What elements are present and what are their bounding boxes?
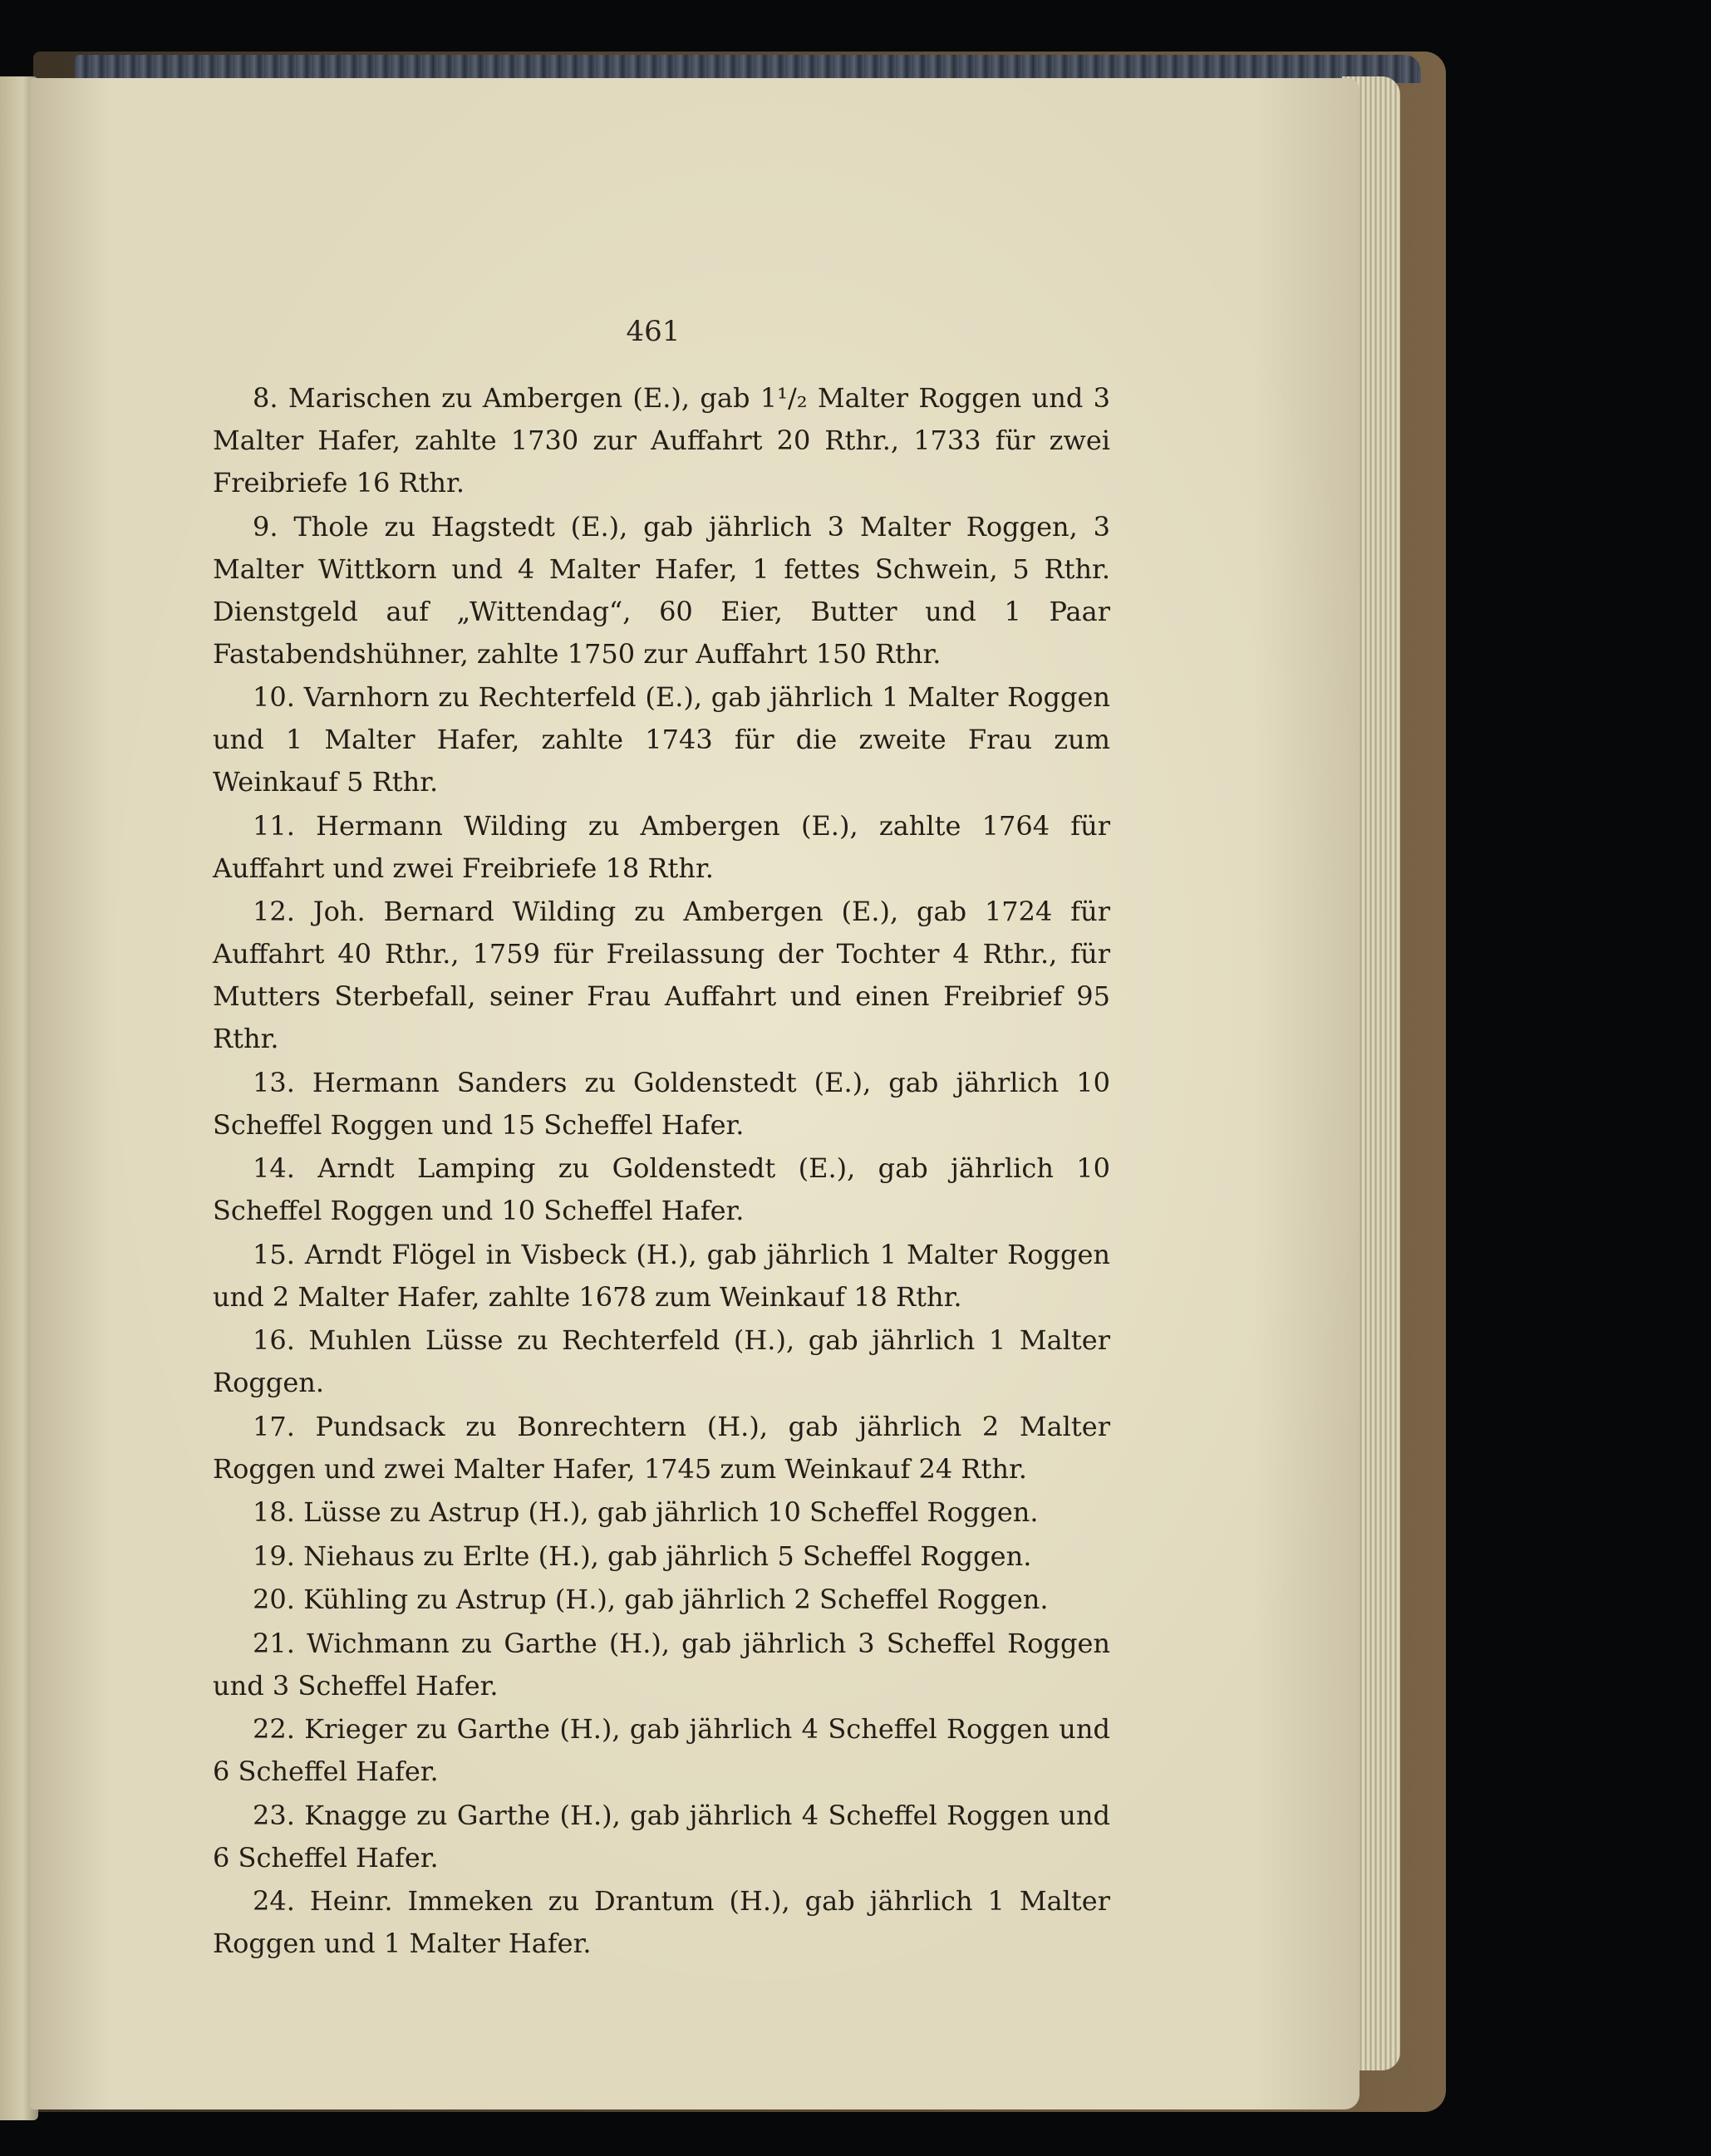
entry-13: 13. Hermann Sanders zu Goldenstedt (E.), gab jährlich 10 Scheffel Roggen und 15 Scheffel Hafer.	[213, 1066, 1110, 1141]
entry-21: 21. Wichmann zu Garthe (H.), gab jährlich 3 Scheffel Roggen und 3 Scheffel Hafer.	[213, 1627, 1110, 1702]
entry-18: 18. Lüsse zu Astrup (H.), gab jährlich 10 Scheffel Roggen.	[253, 1496, 1039, 1528]
entry-9: 9. Thole zu Hagstedt (E.), gab jährlich 3 Malter Roggen, 3 Malter Wittkorn und 4 Malter Hafer, 1 fettes Schwein, 5 Rthr. Dienstgeld auf „Wittendag“, 60 Eier, Butter und 1 Paar Fastabendshühner, zahlte 1750 zur Auffahrt 150 Rthr.	[213, 510, 1110, 670]
entry-20: 20. Kühling zu Astrup (H.), gab jährlich 2 Scheffel Roggen.	[253, 1584, 1049, 1615]
page-body-text	[213, 377, 1110, 1967]
entry-12: 12. Joh. Bernard Wilding zu Ambergen (E.), gab 1724 für Auffahrt 40 Rthr., 1759 für Freilassung der Tochter 4 Rthr., für Mutters Sterbefall, seiner Frau Auffahrt und einen Freibrief 95 Rthr.	[213, 896, 1110, 1054]
entry-10: 10. Varnhorn zu Rechterfeld (E.), gab jährlich 1 Malter Roggen und 1 Malter Hafer, zahlte 1743 für die zweite Frau zum Weinkauf 5 Rthr.	[213, 681, 1110, 798]
entry-24: 24. Heinr. Immeken zu Drantum (H.), gab jährlich 1 Malter Roggen und 1 Malter Hafer.	[213, 1885, 1110, 1959]
entry-8: 8. Marischen zu Ambergen (E.), gab 1¹/₂ Malter Roggen und 3 Malter Hafer, zahlte 1730 zur Auffahrt 20 Rthr., 1733 für zwei Freibriefe 16 Rthr.	[213, 382, 1110, 498]
entry-23: 23. Knagge zu Garthe (H.), gab jährlich 4 Scheffel Roggen und 6 Scheffel Hafer.	[213, 1799, 1110, 1874]
entry-16: 16. Muhlen Lüsse zu Rechterfeld (H.), gab jährlich 1 Malter Roggen.	[213, 1324, 1110, 1398]
book-page	[30, 78, 1359, 2109]
entry-14: 14. Arndt Lamping zu Goldenstedt (E.), gab jährlich 10 Scheffel Roggen und 10 Scheffel Hafer.	[213, 1152, 1110, 1226]
entry-22: 22. Krieger zu Garthe (H.), gab jährlich 4 Scheffel Roggen und 6 Scheffel Hafer.	[213, 1713, 1110, 1787]
entry-17: 17. Pundsack zu Bonrechtern (H.), gab jährlich 2 Malter Roggen und zwei Malter Hafer, 1745 zum Weinkauf 24 Rthr.	[213, 1410, 1110, 1485]
entry-19: 19. Niehaus zu Erlte (H.), gab jährlich 5 Scheffel Roggen.	[253, 1540, 1032, 1572]
page-number: 461	[626, 315, 681, 348]
entry-15: 15. Arndt Flögel in Visbeck (H.), gab jährlich 1 Malter Roggen und 2 Malter Hafer, zahlte 1678 zum Weinkauf 18 Rthr.	[213, 1238, 1110, 1313]
entry-11: 11. Hermann Wilding zu Ambergen (E.), zahlte 1764 für Auffahrt und zwei Freibriefe 18 Rthr.	[213, 809, 1110, 884]
